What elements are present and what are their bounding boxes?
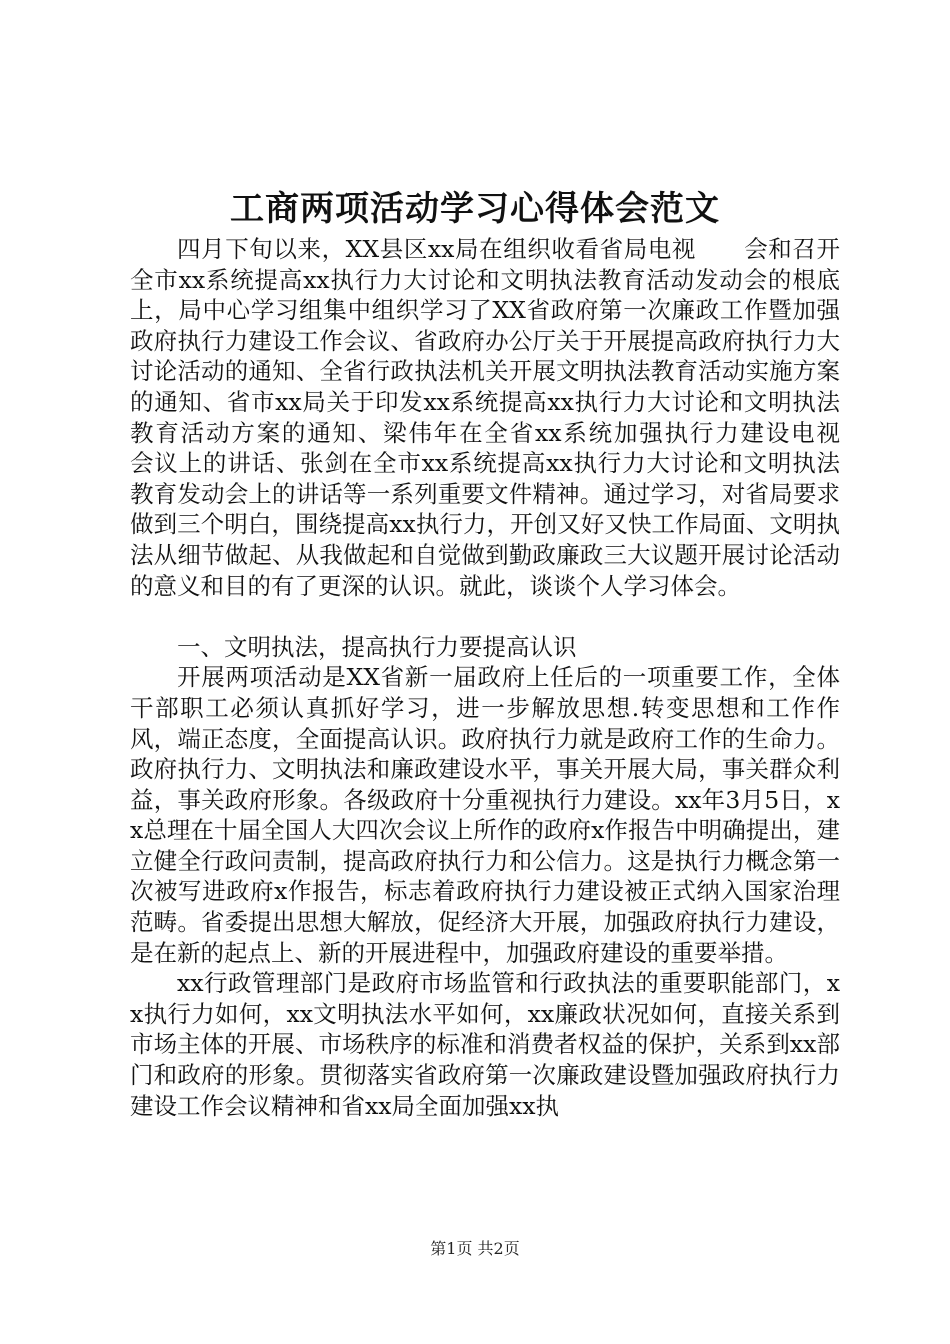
paragraph-section-1-a: 开展两项活动是XX省新一届政府上任后的一项重要工作，全体干部职工必须认真抓好学习，进一步解放思想.转变思想和工作作风，端正态度，全面提高认识。政府执行力就是政府工作的生命力。政府执行力、文明执法和廉政建设水平，事关开展大局，事关群众利益，事关政府形象。各级政府十分重视执行力建设。xx年3月5日，xx总理在十届全国人大四次会议上所作的政府x作报告中明确提出，建立健全行政问责制，提高政府执行力和公信力。这是执行力概念第一次被写进政府x作报告，标志着政府执行力建设被正式纳入国家治理范畴。省委提出思想大解放，促经济大开展，加强政府执行力建设，是在新的起点上、新的开展进程中，加强政府建设的重要举措。	[130, 663, 840, 967]
paragraph-intro: 四月下旬以来，XX县区xx局在组织收看省局电视 会和召开全市xx系统提高xx执行力大讨论和文明执法教育活动发动会的根底上，局中心学习组集中组织学习了XX省政府第一次廉政工作暨加强政府执行力建设工作会议、省政府办公厅关于开展提高政府执行力大讨论活动的通知、全省行政执法机关开展文明执法教育活动实施方案的通知、省市xx局关于印发xx系统提高xx执行力大讨论和文明执法教育活动方案的通知、梁伟年在全省xx系统加强执行力建设电视 会议上的讲话、张剑在全市xx系统提高xx执行力大讨论和文明执法教育发动会上的讲话等一系列重要文件精神。通过学习，对省局要求做到三个明白，围绕提高xx执行力，开创又好又快工作局面、文明执法从细节做起、从我做起和自觉做到勤政廉政三大议题开展讨论活动的意义和目的有了更深的认识。就此，谈谈个人学习体会。	[130, 235, 887, 600]
section-heading-1: 一、文明执法，提高执行力要提高认识	[177, 632, 577, 661]
paragraph-section-1-b: xx行政管理部门是政府市场监管和行政执法的重要职能部门，xx执行力如何，xx文明执法水平如何，xx廉政状况如何，直接关系到市场主体的开展、市场秩序的标准和消费者权益的保护，关系到xx部门和政府的形象。贯彻落实省政府第一次廉政建设暨加强政府执行力建设工作会议精神和省xx局全面加强xx执	[130, 969, 840, 1120]
document-body	[130, 234, 887, 1121]
document-title: 工商两项活动学习心得体会范文	[230, 189, 720, 229]
page-number-footer: 第1页 共2页	[430, 1239, 520, 1258]
